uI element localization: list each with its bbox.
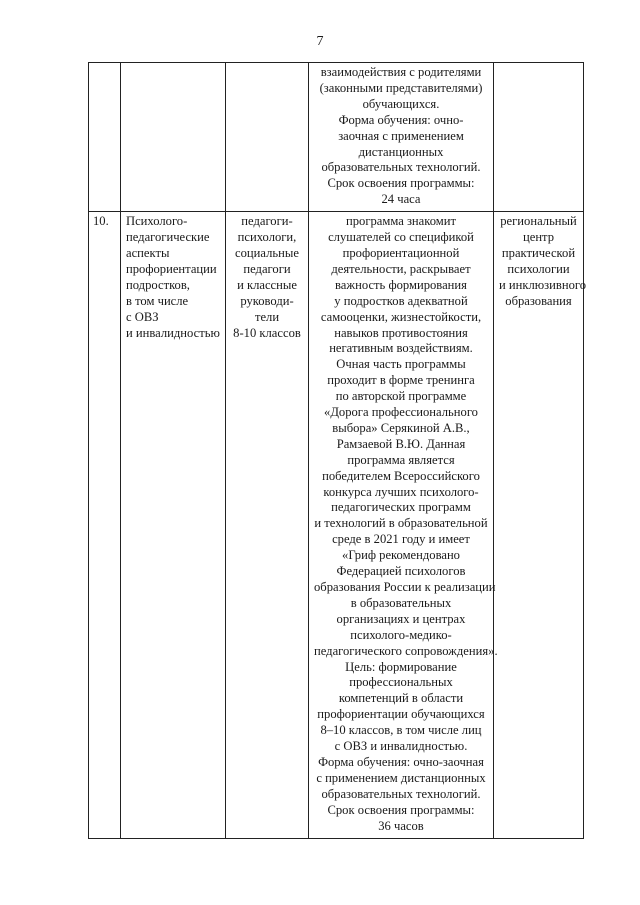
- text-line: с ОВЗ и инвалидностью.: [334, 739, 468, 754]
- text-line: слушателей со спецификой: [328, 230, 474, 245]
- text-line: центр: [522, 230, 555, 245]
- text-line: Рамзаевой В.Ю. Данная: [336, 436, 466, 451]
- text-line: тели: [254, 309, 280, 324]
- text-line: аспекты: [126, 245, 170, 260]
- table-row-10: [89, 212, 584, 838]
- text-line: Цель: формирование: [345, 659, 457, 674]
- table-row-continuation: [89, 63, 584, 212]
- text-line: образования: [505, 293, 572, 308]
- text-line: Психолого-: [126, 214, 188, 229]
- text-line: подростков,: [126, 277, 190, 292]
- cell-number: [89, 212, 121, 838]
- text-line: с применением дистанционных: [316, 770, 486, 785]
- text-line: Федерацией психологов: [336, 564, 466, 579]
- text-line: и классные: [237, 277, 297, 292]
- text-line: «Дорога профессионального: [324, 405, 478, 420]
- text-line: и технологий в образовательной: [314, 516, 488, 531]
- text-line: проходит в форме тренинга: [327, 373, 475, 388]
- text-line: обучающихся.: [362, 96, 440, 111]
- cell-number: [89, 63, 121, 212]
- text-line: образования России к реализации: [314, 580, 496, 594]
- text-line: практической: [501, 245, 576, 260]
- cell-content: [309, 63, 494, 212]
- text-line: педагогические: [126, 230, 210, 245]
- program-content-text: [314, 214, 498, 834]
- text-line: профориентации: [126, 261, 217, 276]
- text-line: программа является: [347, 452, 455, 467]
- text-line: у подростков адекватной: [334, 293, 468, 308]
- organizer-name: [499, 214, 587, 309]
- text-line: руководи-: [240, 293, 294, 308]
- text-line: среде в 2021 году и имеет: [332, 532, 470, 547]
- text-line: победителем Всероссийского: [322, 468, 480, 483]
- text-line: «Гриф рекомендовано: [342, 548, 460, 563]
- cell-audience: [226, 63, 309, 212]
- text-line: психолого-медико-: [350, 627, 452, 642]
- text-line: важность формирования: [335, 277, 467, 292]
- text-line: выбора» Серякиной А.В.,: [332, 420, 470, 435]
- text-line: навыков противостояния: [334, 325, 468, 340]
- cell-organizer: [494, 212, 587, 838]
- text-line: педагоги-: [241, 214, 293, 229]
- text-line: 8-10 классов: [233, 325, 301, 340]
- text-line: Форма обучения: очно-заочная: [318, 754, 484, 769]
- text-line: и инклюзивного: [499, 277, 587, 292]
- text-line: самооценки, жизнестойкости,: [320, 309, 482, 324]
- text-line: образовательных технологий.: [321, 160, 481, 175]
- text-line: социальные: [235, 245, 299, 260]
- text-line: заочная с применением: [338, 128, 464, 143]
- text-line: профориентации обучающихся: [317, 707, 485, 722]
- program-content-text: [314, 65, 488, 208]
- text-line: компетенций в области: [338, 691, 464, 706]
- text-line: взаимодействия с родителями: [320, 65, 482, 79]
- text-line: региональный: [500, 214, 577, 229]
- text-line: психологии: [507, 261, 570, 276]
- text-line: 24 часа: [381, 192, 421, 207]
- text-line: дистанционных: [358, 144, 444, 159]
- text-line: психологи,: [237, 230, 297, 245]
- text-line: педагогических программ: [331, 500, 471, 515]
- text-line: (законными представителями): [319, 80, 483, 95]
- text-line: в образовательных: [350, 595, 452, 610]
- text-line: с ОВЗ: [126, 309, 159, 324]
- cell-organizer: [494, 63, 584, 212]
- text-line: Срок освоения программы:: [327, 176, 475, 191]
- text-line: 8–10 классов, в том числе лиц: [320, 723, 482, 738]
- cell-content: [309, 212, 498, 838]
- text-line: педагоги: [243, 261, 291, 276]
- programs-table: [88, 62, 587, 839]
- page-number: 7: [316, 34, 324, 49]
- text-line: негативным воздействиям.: [329, 341, 473, 356]
- text-line: 36 часов: [378, 818, 424, 833]
- text-line: педагогического сопровождения».: [314, 643, 498, 658]
- cell-audience: [226, 212, 309, 838]
- text-line: Срок освоения программы:: [327, 802, 475, 817]
- text-line: образовательных технологий.: [321, 786, 481, 801]
- text-line: деятельности, раскрывает: [331, 261, 471, 276]
- text-line: по авторской программе: [335, 389, 467, 404]
- text-line: конкурса лучших психолого-: [323, 484, 479, 499]
- text-line: профориентационной: [342, 245, 460, 260]
- text-line: Очная часть программы: [336, 357, 466, 372]
- cell-title: [121, 63, 226, 212]
- text-line: программа знакомит: [345, 214, 457, 229]
- text-line: Форма обучения: очно-: [338, 112, 464, 127]
- cell-title: [121, 212, 226, 838]
- target-audience: [231, 214, 303, 341]
- text-line: в том числе: [126, 293, 189, 308]
- row-number: 10.: [93, 214, 109, 229]
- text-line: и инвалидностью: [126, 325, 220, 340]
- program-title: [126, 214, 220, 341]
- text-line: организациях и центрах: [336, 611, 466, 626]
- text-line: профессиональных: [349, 675, 453, 690]
